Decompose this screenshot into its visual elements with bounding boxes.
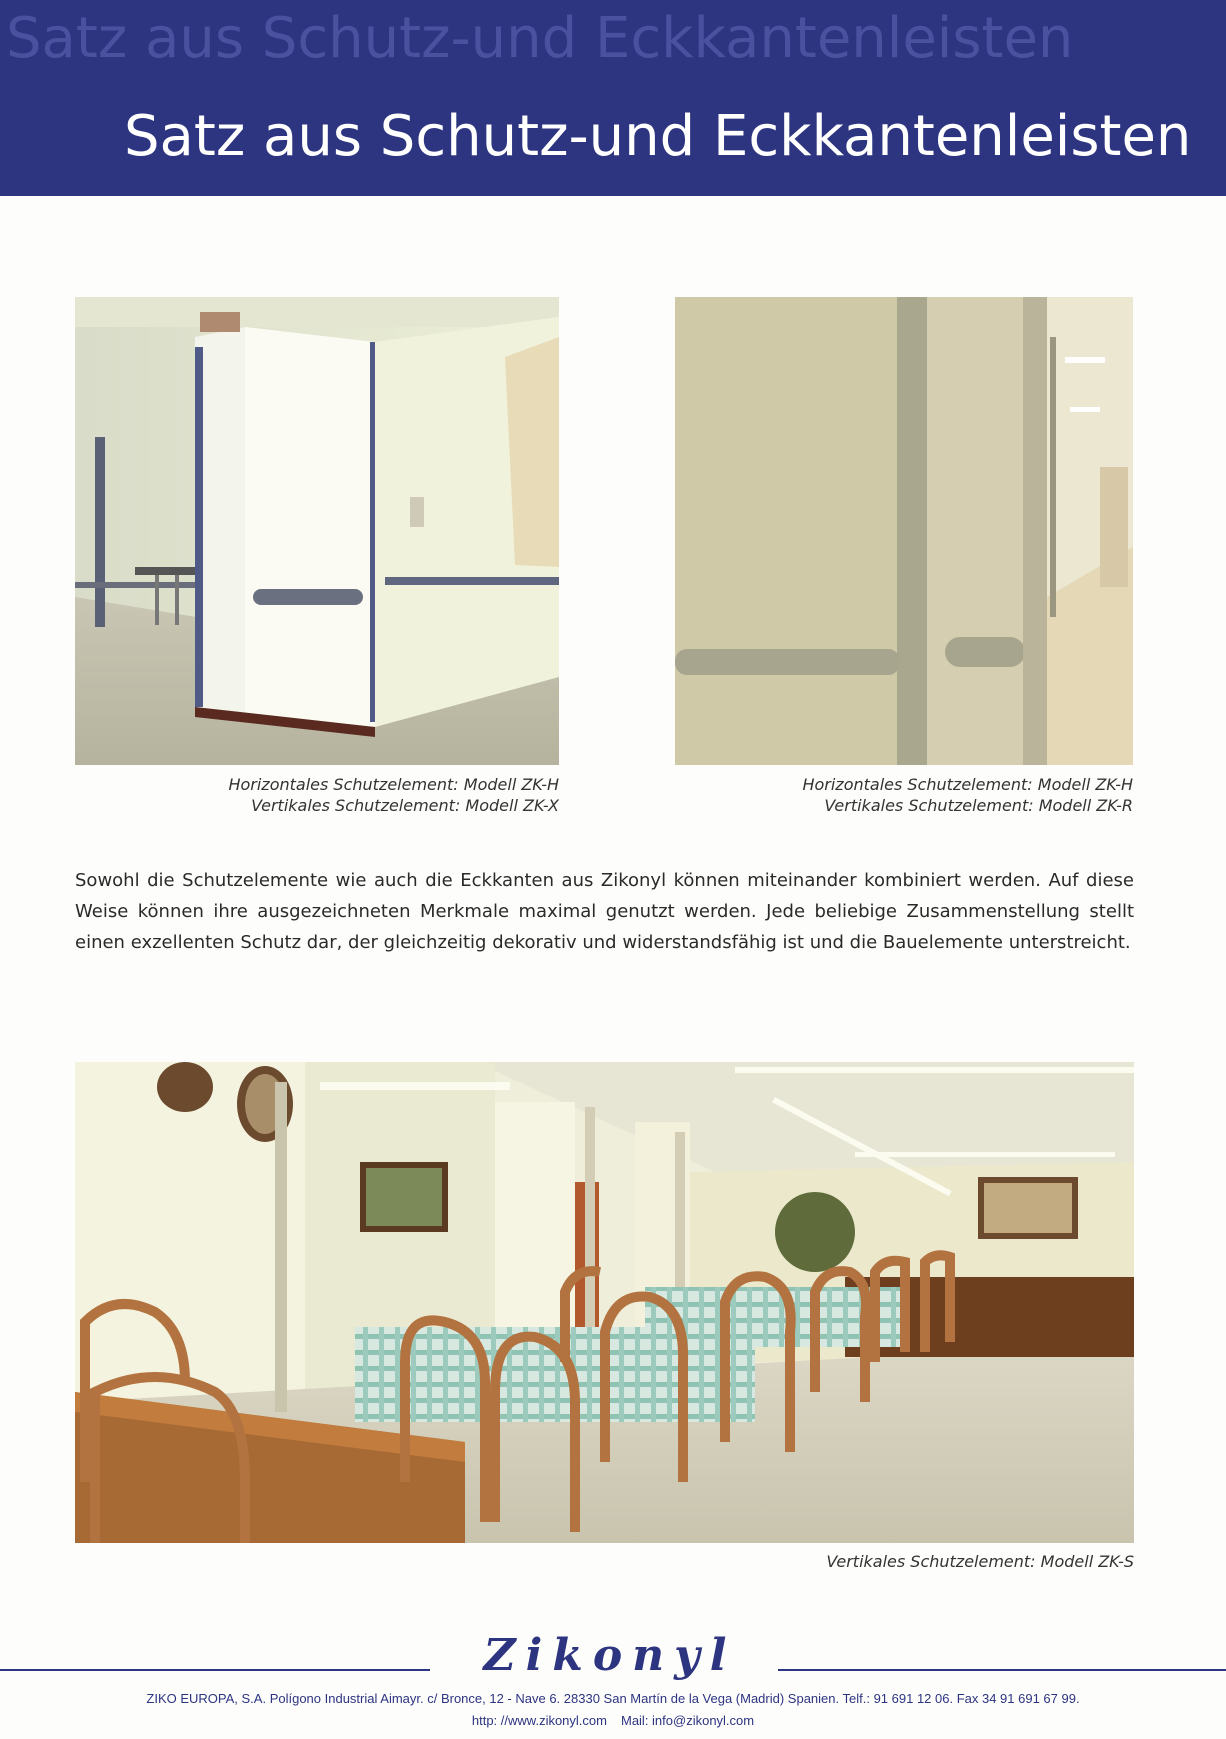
footer-divider-left (0, 1669, 430, 1671)
caption-line: Vertikales Schutzelement: Modell ZK-X (251, 796, 559, 815)
website-link[interactable]: http: //www.zikonyl.com (471, 1713, 607, 1728)
header-ghost-title: Satz aus Schutz-und Eckkantenleisten (6, 6, 1074, 71)
caption-line: Horizontales Schutzelement: Modell ZK-H (802, 775, 1133, 794)
caption-line: Vertikales Schutzelement: Modell ZK-R (824, 796, 1133, 815)
photo-caption-3 (600, 1551, 1134, 1572)
caption-line: Vertikales Schutzelement: Modell ZK-S (826, 1552, 1134, 1571)
photo-caption-2 (675, 774, 1133, 816)
caption-line: Horizontales Schutzelement: Modell ZK-H (228, 775, 559, 794)
photo-caption-1 (75, 774, 559, 816)
body-paragraph: Sowohl die Schutzelemente wie auch die Eckkanten aus Zikonyl können miteinander kombiniert werden. Auf diese Weise können ihre ausgezeichneten Merkmale maximal genutzt werden. Jede beliebige Zusammenstellung stellt einen exzellenten Schutz dar, der gleichzeitig dekorativ und widerstandsfähig ist und die Bauelemente unterstreicht. (75, 870, 1134, 953)
footer-address-block (0, 1688, 1226, 1732)
company-address: ZIKO EUROPA, S.A. Polígono Industrial Aimayr. c/ Bronce, 12 - Nave 6. 28330 San Martín de la Vega (Madrid) Spanien. Telf.: 91 691 12 06. Fax 34 91 691 67 99. (146, 1691, 1080, 1706)
photo-dining-room-zk-s (75, 1062, 1134, 1543)
email-link[interactable]: Mail: info@zikonyl.com (620, 1713, 755, 1728)
footer-contact-line (0, 1710, 1226, 1732)
photo-column-zk-x (75, 297, 559, 765)
page-title: Satz aus Schutz-und Eckkantenleisten (124, 104, 1192, 169)
header-banner (0, 0, 1226, 196)
footer-divider-right (778, 1669, 1226, 1671)
photo-corridor-zk-r (675, 297, 1133, 765)
brand-logo: Zikonyl (483, 1630, 737, 1681)
